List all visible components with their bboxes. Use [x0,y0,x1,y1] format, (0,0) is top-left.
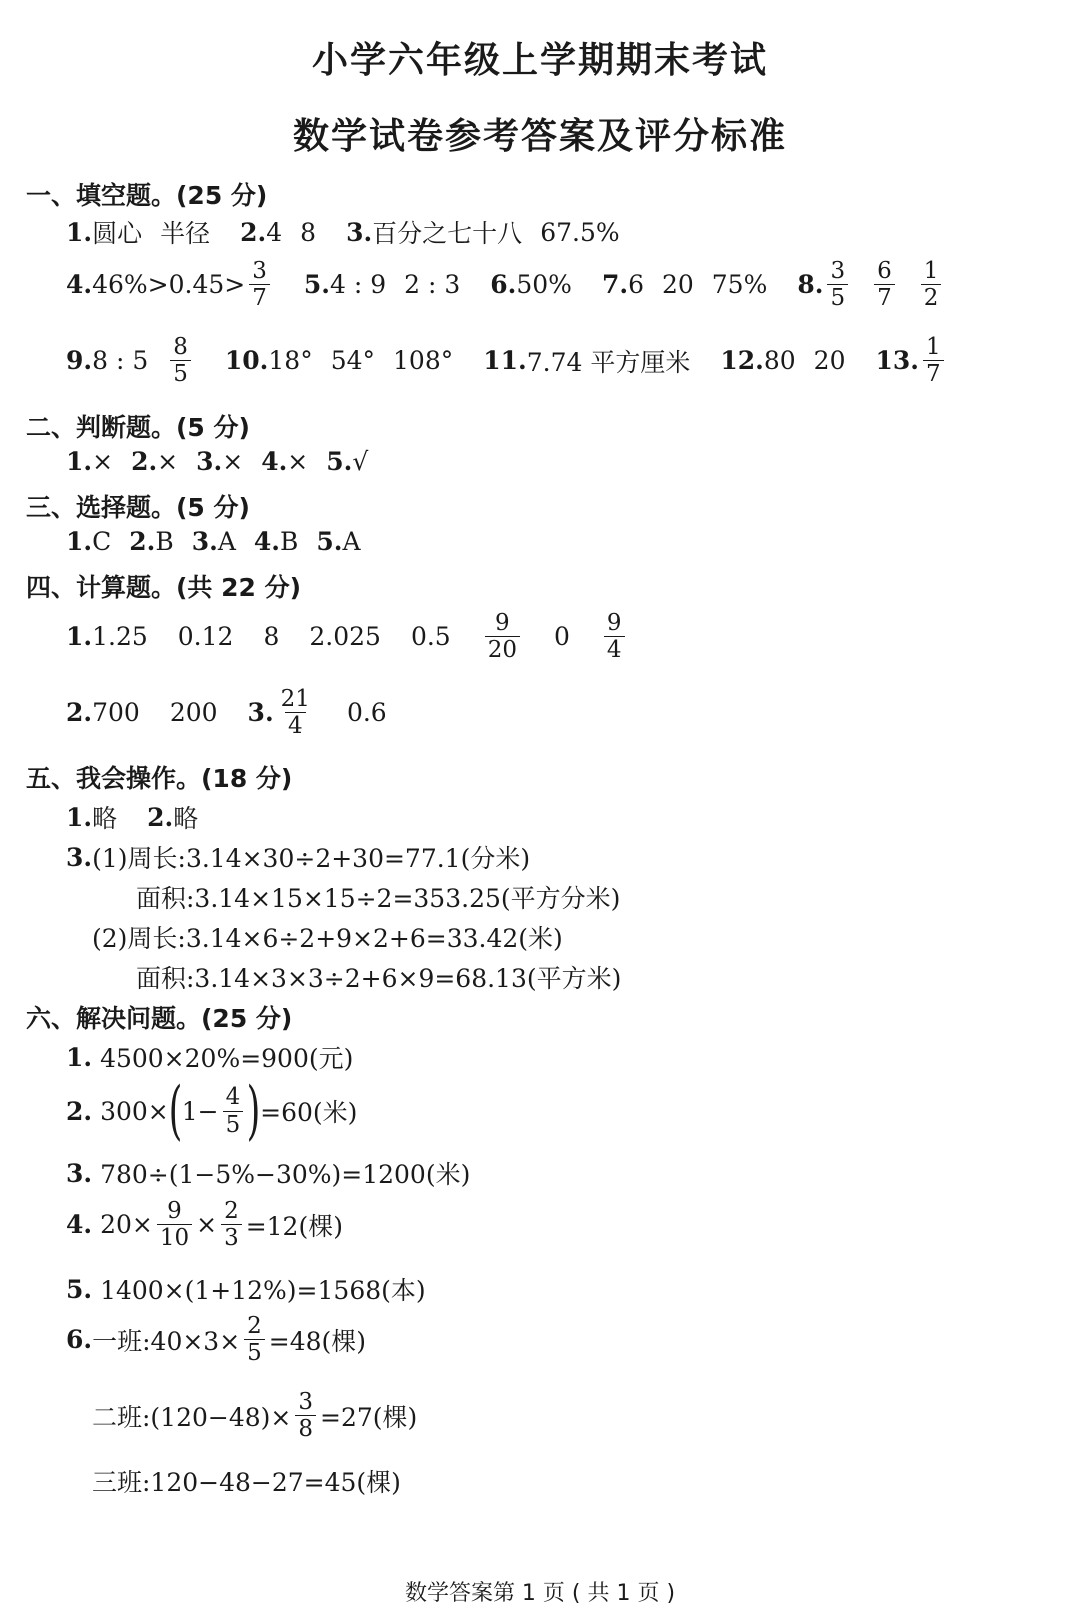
right-paren: ) [246,1074,261,1148]
fraction: $\frac{1}{2}$ [921,258,942,312]
s5-q3-line-1 [66,839,530,875]
answer: × [92,447,114,476]
q-num: 2. [147,802,174,832]
answer: 67.5% [540,217,620,247]
q-num: 5. [303,270,330,300]
s1-row-1 [66,214,620,250]
q-num: 9. [66,346,93,376]
q-num: 2. [240,217,267,247]
title-line-2: 数学试卷参考答案及评分标准 [292,116,787,157]
fraction: $\frac{21}{4}$ [280,686,310,740]
section-6-heading: 六、解决问题。(25 分) [26,1004,293,1033]
s2-answers: 1. × 2. × 3. × 4. × 5. √ [66,447,369,476]
answer: × [157,447,179,476]
q-num: 3. [346,217,373,247]
q-num: 4. [66,270,93,300]
answer: A [342,527,361,556]
answer: 略 [92,804,118,833]
answer: 700 [92,698,140,728]
answer: 2.025 [309,622,381,652]
q-num: 6. [490,270,517,300]
q-num: 1. [66,622,93,652]
q-num: 13. [875,346,919,376]
s6-q1: 1. 4500×20%=900(元) [66,1039,353,1075]
answer: 2 : 3 [404,270,461,300]
section-4-heading: 四、计算题。(共 22 分) [26,573,302,602]
answer: 1.25 [92,622,148,652]
fraction: $\frac{3}{8}$ [295,1389,316,1443]
s6-q6-class-1: 6. 一班:40×3× $\frac{2}{5}$ =48(棵) [66,1313,367,1367]
section-5-heading: 五、我会操作。(18 分) [26,764,293,793]
answer: B [280,527,299,556]
answer: (1)周长:3.14×30÷2+30=77.1(分米) [92,844,531,873]
answer: 20 [661,270,694,300]
answer: C [92,527,112,556]
fraction: $\frac{2}{5}$ [244,1313,265,1367]
s5-q3-line-2: 面积:3.14×15×15÷2=353.25(平方分米) [136,884,621,913]
answer: 4 : 9 [329,270,387,300]
s5-q3-line-3: (2)周长:3.14×6÷2+9×2+6=33.42(米) [92,924,563,953]
answer: × [222,447,244,476]
q-num: 1. [66,217,93,247]
s3-answers: 1. C 2. B 3. A 4. B 5. A [66,527,361,556]
fraction: $\frac{1}{7}$ [923,334,944,388]
s5-row-1 [66,799,198,835]
s5-q3-line-4: 面积:3.14×3×3÷2+6×9=68.13(平方米) [136,964,622,993]
answer: 108° [393,346,454,376]
fraction: $\frac{3}{7}$ [249,258,270,312]
answer: 0.12 [177,622,234,652]
answer: 50% [516,270,572,300]
section-3-heading: 三、选择题。(5 分) [26,493,250,522]
fraction: $\frac{9}{4}$ [604,610,625,664]
fraction: $\frac{4}{5}$ [223,1084,244,1138]
section-1-heading: 一、填空题。(25 分) [26,181,268,210]
answer: 8 : 5 [92,346,149,376]
answer: 圆心 [92,219,143,248]
answer: 1400×(1+12%)=1568(本) [100,1276,426,1305]
answer: 20 [813,346,846,376]
answer: √ [352,447,369,476]
answer: 8 [263,622,280,652]
q-num: 2. [66,698,93,728]
s1-row-2 [66,258,945,312]
answer: 8 [300,217,317,247]
q-num: 10. [224,346,269,376]
left-paren: ( [168,1074,183,1148]
answer: 7.74 平方厘米 [526,347,691,377]
s4-row-2 [66,686,387,740]
answer: 半径 [160,219,211,248]
answer: 200 [169,698,218,728]
fraction: $\frac{9}{20}$ [485,610,520,664]
title-line-1: 小学六年级上学期期末考试 [311,40,768,81]
q-num: 3. [247,698,274,728]
fraction: $\frac{6}{7}$ [874,258,895,312]
answer: 0.5 [410,622,451,652]
answer: 46%>0.45> [92,270,246,300]
s4-row-1 [66,610,629,664]
s6-q4: 4. 20× $\frac{9}{10}$ × $\frac{2}{3}$ =12(棵) [66,1198,343,1252]
answer: A [217,527,236,556]
answer: × [287,447,309,476]
answer: B [155,527,174,556]
answer: 0 [553,622,570,652]
answer: 百分之七十八 [372,219,523,248]
answer: 18° [268,346,313,376]
answer: 4 [266,217,283,247]
s6-q6-class-2: 二班:(120−48)× $\frac{3}{8}$ =27(棵) [92,1389,418,1443]
fraction: $\frac{2}{3}$ [221,1198,242,1252]
q-num: 1. [66,802,93,832]
s6-q6-class-3: 三班:120−48−27=45(棵) [92,1468,401,1497]
q-num: 7. [601,270,629,300]
fraction: $\frac{9}{10}$ [157,1198,192,1252]
answer: 0.6 [346,698,387,728]
answer: 54° [330,346,376,376]
fraction: $\frac{3}{5}$ [827,258,848,312]
page-footer: 数学答案第 1 页 ( 共 1 页 ) [404,1581,676,1606]
q-num: 3. [66,842,93,872]
answer: 80 [763,346,796,376]
s1-row-3 [66,334,948,388]
answer: 略 [173,804,199,833]
answer: 780÷(1−5%−30%)=1200(米) [100,1160,471,1189]
fraction: $\frac{8}{5}$ [170,334,191,388]
q-num: 11. [483,346,527,376]
answer: 4500×20%=900(元) [100,1044,354,1073]
s6-q3: 3. 780÷(1−5%−30%)=1200(米) [66,1155,470,1191]
answer: 75% [711,270,768,300]
q-num: 8. [797,270,824,300]
section-2-heading: 二、判断题。(5 分) [26,413,250,442]
s6-q2: 2. 300× ( 1− $\frac{4}{5}$ ) =60(米) [66,1074,358,1148]
s6-q5: 5. 1400×(1+12%)=1568(本) [66,1271,426,1307]
q-num: 12. [720,346,764,376]
answer: 6 [628,270,644,300]
